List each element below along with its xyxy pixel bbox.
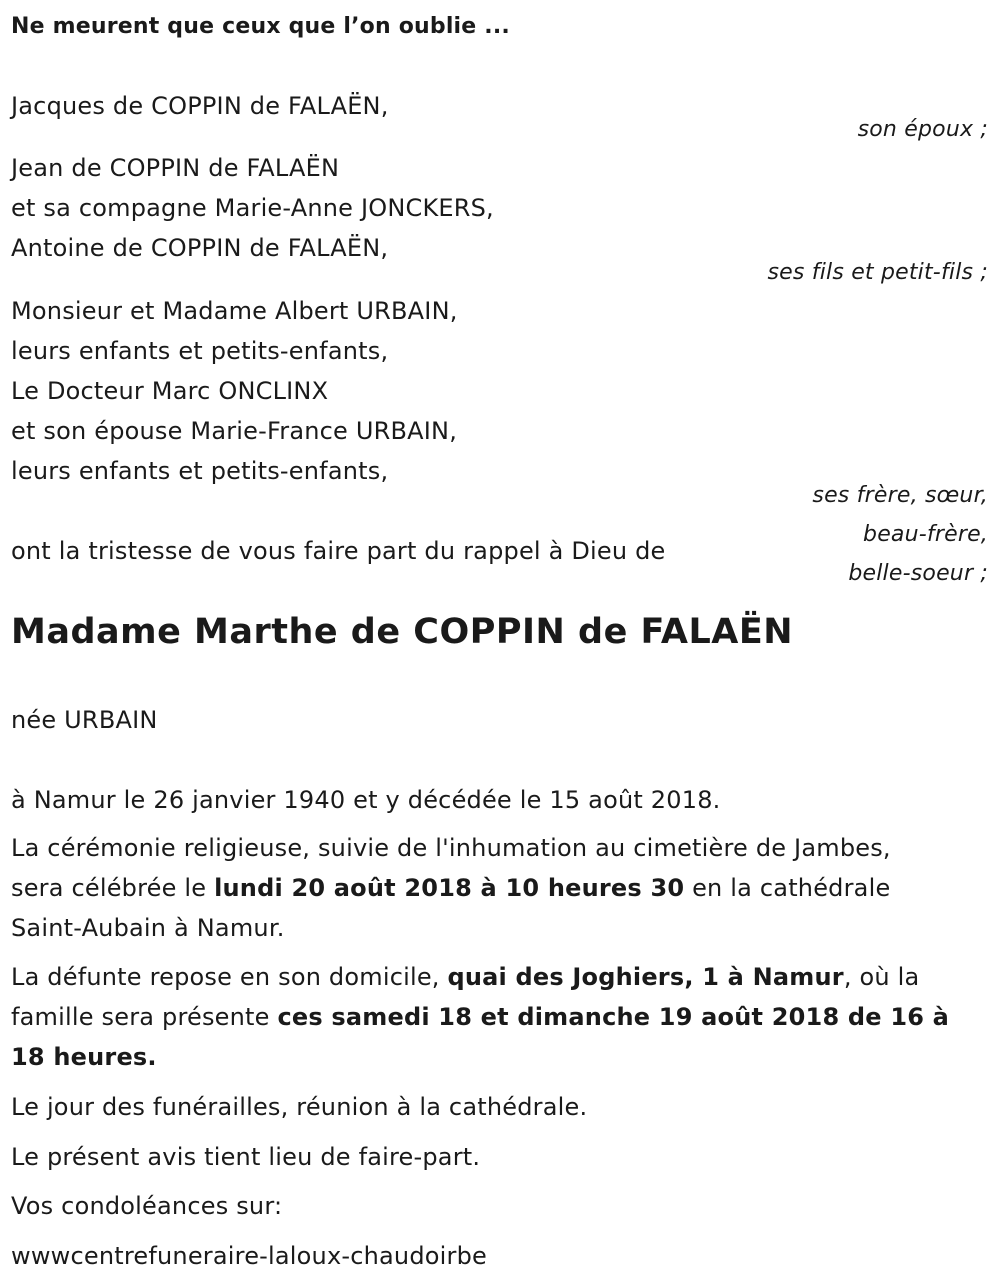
notice: Le présent avis tient lieu de faire-part. [11, 1143, 481, 1171]
spouse-name: Jacques de COPPIN de FALAËN, [11, 92, 389, 120]
siblings-role-1: ses frère, sœur, [812, 483, 988, 508]
ceremony-line-3: Saint-Aubain à Namur. [11, 914, 285, 942]
visitation-line-3 [11, 1037, 157, 1077]
ceremony-line-1: La cérémonie religieuse, suivie de l'inhumation au cimetière de Jambes, [11, 834, 891, 862]
siblings-role-2: beau-frère, [863, 522, 988, 547]
visitation-text-2: famille sera présente [11, 1003, 278, 1031]
siblings-role-3: belle-soeur ; [848, 561, 988, 586]
visitation-line-1 [11, 957, 919, 997]
children-role: ses fils et petit-fils ; [767, 260, 988, 285]
announcement: ont la tristesse de vous faire part du rappel à Dieu de [11, 537, 666, 565]
funeral-day: Le jour des funérailles, réunion à la cathédrale. [11, 1093, 588, 1121]
condolences-url[interactable]: wwwcentrefuneraire-laloux-chaudoirbe [11, 1242, 487, 1270]
sibling-line-5: leurs enfants et petits-enfants, [11, 457, 389, 485]
child-line-1: Jean de COPPIN de FALAËN [11, 154, 340, 182]
child-line-2: et sa compagne Marie-Anne JONCKERS, [11, 194, 494, 222]
sibling-line-2: leurs enfants et petits-enfants, [11, 337, 389, 365]
sibling-line-1: Monsieur et Madame Albert URBAIN, [11, 297, 458, 325]
child-line-3: Antoine de COPPIN de FALAËN, [11, 234, 389, 262]
epigraph: Ne meurent que ceux que l’on oublie ... [11, 14, 510, 39]
spouse-role: son époux ; [857, 117, 988, 142]
ceremony-text-end: en la cathédrale [684, 874, 891, 902]
visitation-text-end: , où la [843, 963, 920, 991]
ceremony-text: sera célébrée le [11, 874, 215, 902]
visitation-address: quai des Joghiers, 1 à Namur [447, 963, 844, 991]
visitation-text: La défunte repose en son domicile, [11, 963, 448, 991]
sibling-line-4: et son épouse Marie-France URBAIN, [11, 417, 458, 445]
life-dates: à Namur le 26 janvier 1940 et y décédée le 15 août 2018. [11, 786, 721, 814]
condolences-label: Vos condoléances sur: [11, 1192, 283, 1220]
visitation-dates: ces samedi 18 et dimanche 19 août 2018 de 16 à [277, 1003, 950, 1031]
birth-name: née URBAIN [11, 706, 158, 734]
deceased-name: Madame Marthe de COPPIN de FALAËN [11, 612, 794, 652]
ceremony-line-2 [11, 868, 890, 908]
sibling-line-3: Le Docteur Marc ONCLINX [11, 377, 329, 405]
visitation-hours: 18 heures. [11, 1043, 157, 1071]
ceremony-datetime: lundi 20 août 2018 à 10 heures 30 [214, 874, 685, 902]
visitation-line-2 [11, 997, 949, 1037]
